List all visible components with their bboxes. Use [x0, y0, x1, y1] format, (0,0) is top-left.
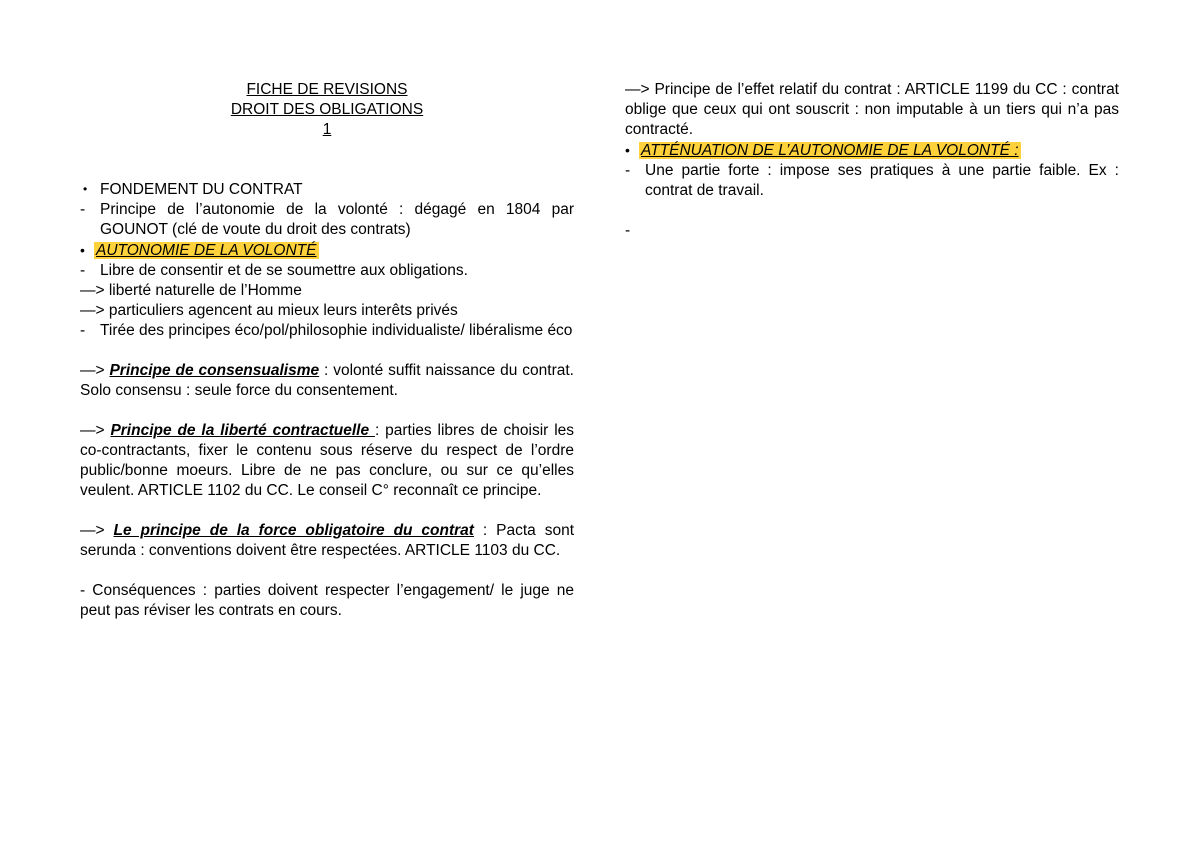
- bullet-icon: •: [625, 142, 630, 158]
- dash-icon: -: [625, 162, 631, 179]
- dash-icon: -: [80, 201, 86, 218]
- partie-forte-item: - Une partie forte : impose ses pratiques à une partie faible. Ex : contrat de travail.: [625, 162, 1119, 199]
- lone-dash: -: [625, 222, 631, 239]
- right-column: [625, 80, 1119, 241]
- title-line-1: FICHE DE REVISIONS: [246, 81, 408, 98]
- arrow-liberte-line: —> liberté naturelle de l’Homme: [80, 282, 302, 299]
- highlighted-heading: AUTONOMIE DE LA VOLONTÉ: [96, 242, 317, 259]
- liberte-term: Principe de la liberté contractuelle: [110, 422, 375, 439]
- effet-relatif-paragraph: —> Principe de l’effet relatif du contrat : ARTICLE 1199 du CC : contrat oblige que ceux qui ont souscrit : non imputable à un tiers qui n’a pas contracté.: [625, 81, 1119, 138]
- left-column: [80, 80, 574, 621]
- fondement-heading: • FONDEMENT DU CONTRAT: [83, 181, 303, 198]
- tiree-item: - Tirée des principes éco/pol/philosophie individualiste/ libéralisme éco: [80, 322, 573, 339]
- bullet-icon: •: [83, 182, 88, 196]
- bullet-icon: •: [80, 242, 85, 258]
- force-paragraph: —> Le principe de la force obligatoire du contrat : Pacta sont serunda : conventions doivent être respectées. ARTICLE 1103 du CC.: [80, 522, 575, 559]
- consensualisme-term: Principe de consensualisme: [109, 362, 320, 379]
- dash-icon: -: [80, 322, 86, 339]
- highlighted-heading: ATTÉNUATION DE L’AUTONOMIE DE LA VOLONTÉ :: [641, 142, 1019, 159]
- document-title: [80, 80, 574, 140]
- dash-icon: -: [80, 262, 86, 279]
- consensualisme-paragraph: —> Principe de consensualisme : volonté suffit naissance du contrat. Solo consensu : seule force du consentement.: [80, 362, 574, 399]
- force-term: Le principe de la force obligatoire du contrat: [113, 522, 474, 539]
- libre-item: - Libre de consentir et de se soumettre aux obligations.: [80, 262, 468, 279]
- autonomie-heading: [80, 240, 574, 261]
- title-line-2: DROIT DES OBLIGATIONS: [230, 101, 424, 118]
- liberte-paragraph: —> Principe de la liberté contractuelle : parties libres de choisir les co-contractants, fixer le contenu sous réserve du respect de l’ordre public/bonne moeurs. Libre de ne pas conclure, ou sur ce qu’elles veulent. ARTICLE 1102 du CC. Le conseil C° reconnaît ce principe.: [80, 422, 575, 499]
- page-number: 1: [322, 121, 332, 138]
- arrow-particuliers-line: —> particuliers agencent au mieux leurs interêts privés: [80, 302, 458, 319]
- consequences-paragraph: - Conséquences : parties doivent respecter l’engagement/ le juge ne peut pas réviser les contrats en cours.: [80, 582, 574, 619]
- principe-autonomie-item: - Principe de l’autonomie de la volonté : dégagé en 1804 par GOUNOT (clé de voute du droit des contrats): [80, 201, 574, 238]
- attenuation-heading: [625, 140, 1119, 161]
